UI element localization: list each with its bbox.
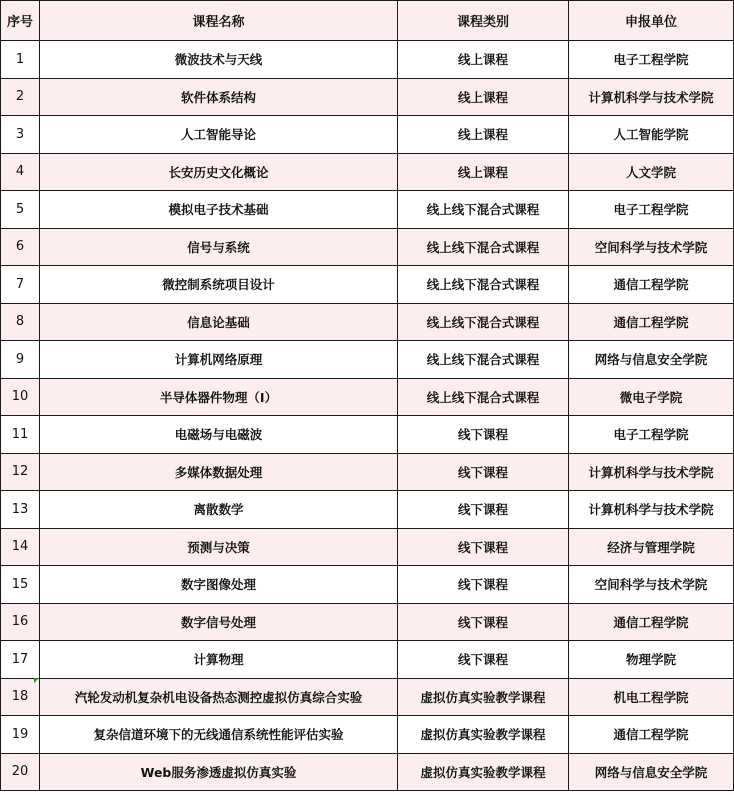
table-row — [1, 303, 734, 341]
cell-course-name: 半导体器件物理（Ⅰ） — [40, 378, 398, 416]
cell-seq: 18 — [1, 678, 40, 716]
cell-applying-unit: 空间科学与技术学院 — [569, 228, 734, 266]
cell-course-name: 计算机网络原理 — [40, 341, 398, 379]
cell-applying-unit: 通信工程学院 — [569, 266, 734, 304]
table-body — [1, 41, 734, 791]
cell-seq: 10 — [1, 378, 40, 416]
cell-course-name: Web服务渗透虚拟仿真实验 — [40, 753, 398, 791]
cell-course-category: 虚拟仿真实验教学课程 — [398, 753, 569, 791]
cell-seq: 7 — [1, 266, 40, 304]
cell-applying-unit: 计算机科学与技术学院 — [569, 78, 734, 116]
cell-course-category: 虚拟仿真实验教学课程 — [398, 716, 569, 754]
cell-course-category: 线下课程 — [398, 603, 569, 641]
table-row — [1, 603, 734, 641]
cell-seq: 3 — [1, 116, 40, 154]
cell-course-category: 线上课程 — [398, 41, 569, 79]
header-row — [1, 1, 734, 41]
cell-course-name: 数字信号处理 — [40, 603, 398, 641]
table-row — [1, 641, 734, 679]
cell-course-category: 线上线下混合式课程 — [398, 378, 569, 416]
cell-seq: 13 — [1, 491, 40, 529]
cell-course-category: 线下课程 — [398, 416, 569, 454]
cell-applying-unit: 微电子学院 — [569, 378, 734, 416]
table-row — [1, 153, 734, 191]
cell-course-name: 电磁场与电磁波 — [40, 416, 398, 454]
cell-applying-unit: 网络与信息安全学院 — [569, 753, 734, 791]
table-row — [1, 716, 734, 754]
cell-course-name: 微波技术与天线 — [40, 41, 398, 79]
cell-seq: 1 — [1, 41, 40, 79]
table-row — [1, 528, 734, 566]
cell-course-name: 汽轮发动机复杂机电设备热态测控虚拟仿真综合实验 — [40, 678, 398, 716]
header-course-name: 课程名称 — [40, 1, 398, 41]
cell-applying-unit: 电子工程学院 — [569, 191, 734, 229]
cell-course-name: 复杂信道环境下的无线通信系统性能评估实验 — [40, 716, 398, 754]
cell-applying-unit: 电子工程学院 — [569, 41, 734, 79]
cell-comment-marker-icon — [34, 678, 39, 683]
cell-applying-unit: 经济与管理学院 — [569, 528, 734, 566]
cell-course-name: 数字图像处理 — [40, 566, 398, 604]
table-row — [1, 753, 734, 791]
table-row — [1, 566, 734, 604]
cell-course-category: 线下课程 — [398, 528, 569, 566]
cell-applying-unit: 物理学院 — [569, 641, 734, 679]
cell-course-name: 信息论基础 — [40, 303, 398, 341]
table-row — [1, 78, 734, 116]
cell-course-category: 线上线下混合式课程 — [398, 303, 569, 341]
cell-seq: 20 — [1, 753, 40, 791]
cell-course-category: 线上课程 — [398, 116, 569, 154]
cell-applying-unit: 计算机科学与技术学院 — [569, 453, 734, 491]
cell-applying-unit: 人工智能学院 — [569, 116, 734, 154]
cell-applying-unit: 人文学院 — [569, 153, 734, 191]
cell-course-name: 长安历史文化概论 — [40, 153, 398, 191]
cell-seq: 14 — [1, 528, 40, 566]
cell-applying-unit: 电子工程学院 — [569, 416, 734, 454]
cell-applying-unit: 通信工程学院 — [569, 716, 734, 754]
cell-applying-unit: 空间科学与技术学院 — [569, 566, 734, 604]
cell-seq: 2 — [1, 78, 40, 116]
cell-course-category: 线上线下混合式课程 — [398, 191, 569, 229]
cell-seq: 16 — [1, 603, 40, 641]
table-row — [1, 341, 734, 379]
cell-applying-unit: 网络与信息安全学院 — [569, 341, 734, 379]
cell-seq: 5 — [1, 191, 40, 229]
cell-seq: 12 — [1, 453, 40, 491]
cell-seq: 6 — [1, 228, 40, 266]
table-row — [1, 228, 734, 266]
cell-seq: 15 — [1, 566, 40, 604]
table-row — [1, 453, 734, 491]
table-row — [1, 378, 734, 416]
header-course-category: 课程类别 — [398, 1, 569, 41]
cell-applying-unit: 计算机科学与技术学院 — [569, 491, 734, 529]
cell-course-name: 预测与决策 — [40, 528, 398, 566]
cell-course-name: 信号与系统 — [40, 228, 398, 266]
cell-course-name: 模拟电子技术基础 — [40, 191, 398, 229]
cell-course-category: 线下课程 — [398, 491, 569, 529]
cell-course-name: 多媒体数据处理 — [40, 453, 398, 491]
table-row — [1, 491, 734, 529]
cell-seq: 17 — [1, 641, 40, 679]
table-row — [1, 116, 734, 154]
cell-course-category: 虚拟仿真实验教学课程 — [398, 678, 569, 716]
cell-course-name: 人工智能导论 — [40, 116, 398, 154]
header-applying-unit: 申报单位 — [569, 1, 734, 41]
cell-applying-unit: 通信工程学院 — [569, 303, 734, 341]
cell-course-category: 线下课程 — [398, 641, 569, 679]
cell-course-name: 计算物理 — [40, 641, 398, 679]
table-row — [1, 678, 734, 716]
table-row — [1, 41, 734, 79]
header-seq: 序号 — [1, 1, 40, 41]
cell-seq: 4 — [1, 153, 40, 191]
cell-seq: 9 — [1, 341, 40, 379]
cell-course-category: 线上课程 — [398, 78, 569, 116]
cell-course-name: 软件体系结构 — [40, 78, 398, 116]
cell-course-category: 线上课程 — [398, 153, 569, 191]
cell-course-category: 线下课程 — [398, 566, 569, 604]
cell-seq: 8 — [1, 303, 40, 341]
table-row — [1, 266, 734, 304]
table-row — [1, 416, 734, 454]
cell-applying-unit: 通信工程学院 — [569, 603, 734, 641]
cell-course-category: 线下课程 — [398, 453, 569, 491]
cell-course-name: 微控制系统项目设计 — [40, 266, 398, 304]
cell-seq: 19 — [1, 716, 40, 754]
table-row — [1, 191, 734, 229]
cell-course-name: 离散数学 — [40, 491, 398, 529]
cell-course-category: 线上线下混合式课程 — [398, 341, 569, 379]
cell-applying-unit: 机电工程学院 — [569, 678, 734, 716]
cell-course-category: 线上线下混合式课程 — [398, 266, 569, 304]
cell-course-category: 线上线下混合式课程 — [398, 228, 569, 266]
cell-seq: 11 — [1, 416, 40, 454]
